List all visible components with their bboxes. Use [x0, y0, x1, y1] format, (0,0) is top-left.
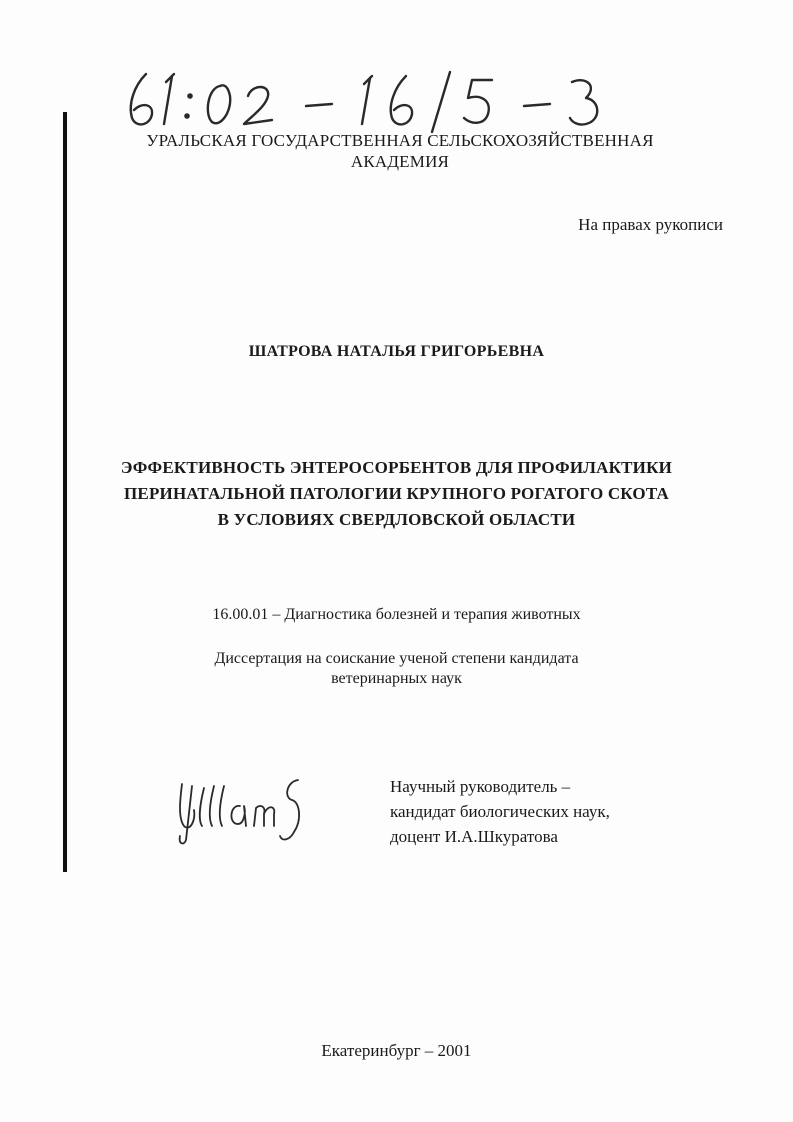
specialty-code: 16.00.01 – Диагностика болезней и терапия животных [212, 606, 581, 623]
supervisor-line-1: Научный руководитель – [390, 777, 571, 796]
dissertation-title-line-3: В УСЛОВИЯХ СВЕРДЛОВСКОЙ ОБЛАСТИ [217, 510, 576, 529]
handwritten-archive-code [120, 66, 620, 136]
degree-statement-line-2: ветеринарных наук [331, 670, 462, 687]
author-name: ШАТРОВА НАТАЛЬЯ ГРИГОРЬЕВНА [248, 343, 545, 360]
supervisor-line-3: доцент И.А.Шкуратова [390, 827, 558, 846]
supervisor-line-2: кандидат биологических наук, [390, 802, 610, 821]
handwritten-signature [170, 770, 320, 850]
manuscript-rights-note: На правах рукописи [578, 215, 723, 234]
signature-image [170, 770, 320, 850]
city-and-year: Екатеринбург – 2001 [321, 1041, 472, 1060]
degree-statement-line-1: Диссертация на соискание ученой степени кандидата [214, 650, 579, 667]
dissertation-title-line-1: ЭФФЕКТИВНОСТЬ ЭНТЕРОСОРБЕНТОВ ДЛЯ ПРОФИЛАКТИКИ [120, 458, 673, 477]
institution-name-line-2: АКАДЕМИЯ [350, 152, 450, 171]
institution-name-line-1: УРАЛЬСКАЯ ГОСУДАРСТВЕННАЯ СЕЛЬСКОХОЗЯЙСТВЕННАЯ [146, 131, 654, 150]
handwritten-code-image [120, 66, 620, 136]
dissertation-title-line-2: ПЕРИНАТАЛЬНОЙ ПАТОЛОГИИ КРУПНОГО РОГАТОГО СКОТА [124, 484, 669, 503]
